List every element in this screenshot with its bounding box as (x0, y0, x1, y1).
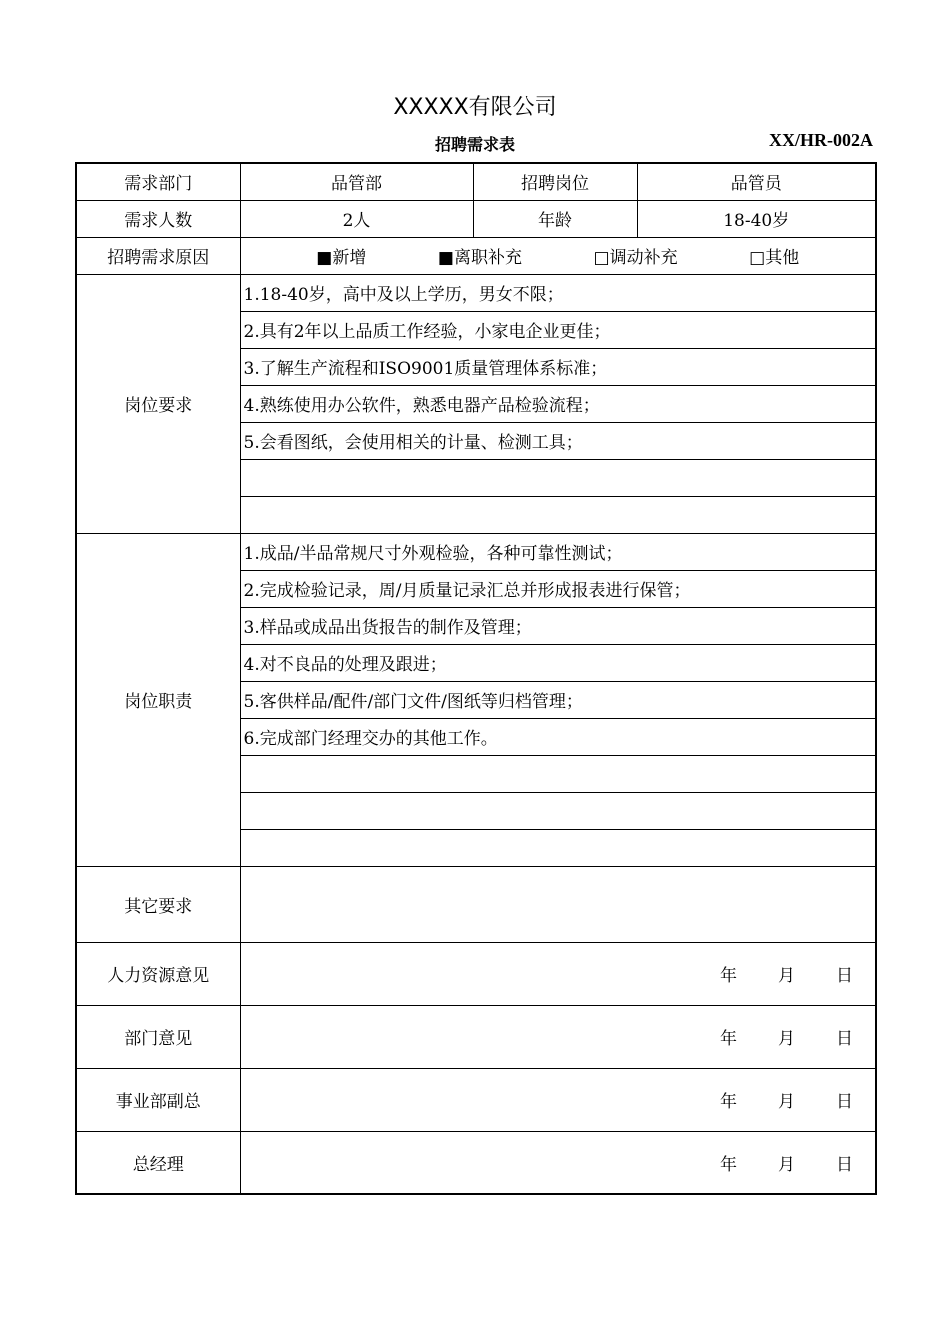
date-day-label: 日 (836, 1092, 853, 1112)
duty-item[interactable]: 2.完成检验记录，周/月质量记录汇总并形成报表进行保管； (240, 570, 876, 607)
duty-item[interactable]: 1.成品/半品常规尺寸外观检验，各种可靠性测试； (240, 533, 876, 570)
requirement-row (76, 274, 876, 311)
requirement-item[interactable]: 4.熟练使用办公软件，熟悉电器产品检验流程； (240, 385, 876, 422)
date-month-label: 月 (778, 1154, 795, 1175)
reason-label: 招聘需求原因 (76, 237, 240, 274)
requirement-item[interactable]: 5.会看图纸，会使用相关的计量、检测工具； (240, 422, 876, 459)
approval-label-hr: 人力资源意见 (76, 942, 240, 1005)
dept-value[interactable]: 品管部 (240, 163, 473, 200)
date-year-label: 年 (720, 1029, 737, 1049)
requirement-item[interactable]: 1.18-40岁，高中及以上学历，男女不限； (240, 274, 876, 311)
other-row (76, 866, 876, 942)
date-year-label: 年 (720, 966, 737, 986)
reason-row (76, 237, 876, 274)
requirements-label: 岗位要求 (76, 274, 240, 533)
date-day-label: 日 (836, 1154, 853, 1175)
duty-item[interactable]: 5.客供样品/配件/部门文件/图纸等归档管理； (240, 681, 876, 718)
approval-row (76, 1068, 876, 1131)
approval-label-division-vp: 事业部副总 (76, 1068, 240, 1131)
other-value[interactable] (240, 866, 876, 942)
date-year-label: 年 (720, 1154, 737, 1175)
reason-option-resignation[interactable]: ■离职补充 (437, 248, 522, 268)
duty-item[interactable] (240, 755, 876, 792)
approval-row (76, 942, 876, 1005)
date-day-label: 日 (836, 1029, 853, 1049)
approval-field-gm[interactable] (240, 1131, 876, 1194)
date-month-label: 月 (778, 1029, 795, 1049)
approval-label-gm: 总经理 (76, 1131, 240, 1194)
date-year-label: 年 (720, 1092, 737, 1112)
approval-label-dept: 部门意见 (76, 1005, 240, 1068)
duty-item[interactable]: 6.完成部门经理交办的其他工作。 (240, 718, 876, 755)
count-label: 需求人数 (76, 200, 240, 237)
other-label: 其它要求 (76, 866, 240, 942)
form-code: XX/HR-002A (769, 130, 873, 150)
reason-option-new[interactable]: ■新增 (316, 248, 367, 268)
approval-field-division-vp[interactable] (240, 1068, 876, 1131)
duty-item[interactable] (240, 829, 876, 866)
duties-label: 岗位职责 (76, 533, 240, 866)
requirement-item[interactable] (240, 459, 876, 496)
form-title: 招聘需求表 (434, 135, 515, 154)
duty-item[interactable]: 3.样品或成品出货报告的制作及管理； (240, 607, 876, 644)
company-name: XXXXX有限公司 (393, 95, 557, 120)
position-value[interactable]: 品管员 (637, 163, 876, 200)
approval-field-hr[interactable] (240, 942, 876, 1005)
requirement-item[interactable]: 3.了解生产流程和ISO9001质量管理体系标准； (240, 348, 876, 385)
approval-field-dept[interactable] (240, 1005, 876, 1068)
count-row (76, 200, 876, 237)
duty-item[interactable] (240, 792, 876, 829)
duty-item[interactable]: 4.对不良品的处理及跟进； (240, 644, 876, 681)
reason-option-transfer[interactable]: □调动补充 (593, 248, 678, 268)
dept-label: 需求部门 (76, 163, 240, 200)
requirement-item[interactable]: 2.具有2年以上品质工作经验，小家电企业更佳； (240, 311, 876, 348)
age-label: 年龄 (473, 200, 637, 237)
date-month-label: 月 (778, 1092, 795, 1112)
approval-row (76, 1131, 876, 1194)
duty-row (76, 533, 876, 570)
position-label: 招聘岗位 (473, 163, 637, 200)
reason-option-other[interactable]: □其他 (749, 248, 800, 268)
date-month-label: 月 (778, 966, 795, 986)
dept-row (76, 163, 876, 200)
requirement-item[interactable] (240, 496, 876, 533)
age-value[interactable]: 18-40岁 (637, 200, 876, 237)
approval-row (76, 1005, 876, 1068)
count-value[interactable]: 2人 (240, 200, 473, 237)
recruitment-form-table (75, 162, 877, 1195)
date-day-label: 日 (836, 966, 853, 986)
reason-options (240, 237, 876, 274)
